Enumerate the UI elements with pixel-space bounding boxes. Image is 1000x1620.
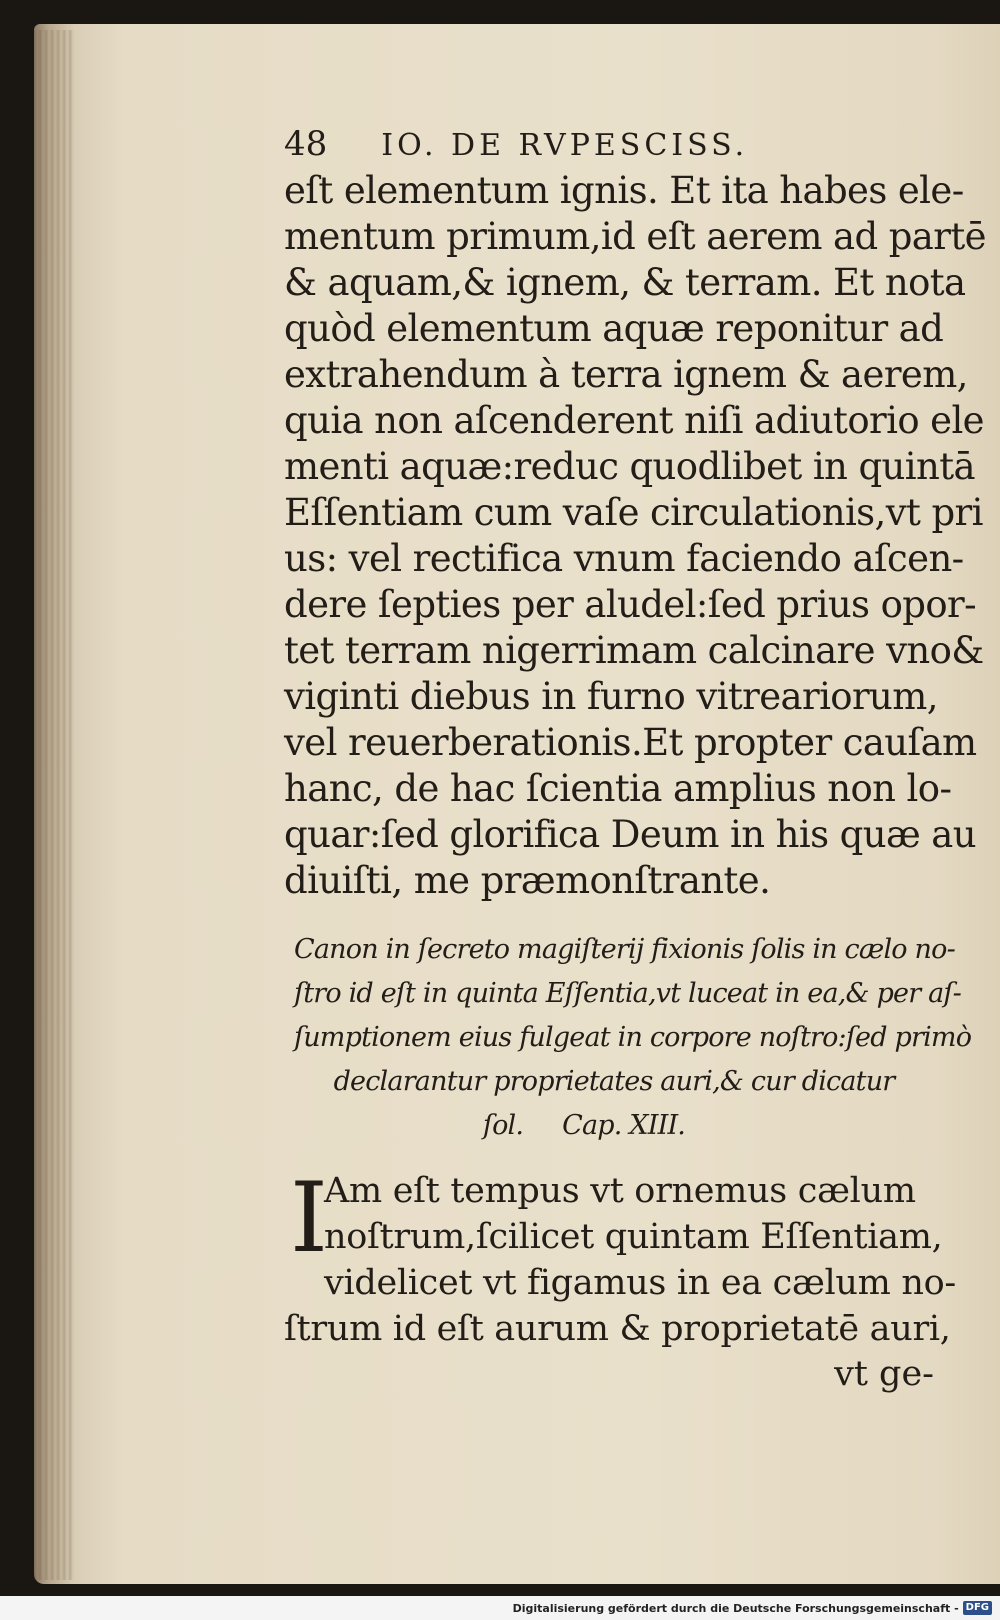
text-line: extrahendum à terra ignem & aerem, bbox=[284, 353, 968, 396]
text-line: vel reuerberationis.Et propter cauſam bbox=[284, 721, 977, 764]
footer-bar bbox=[0, 1596, 1000, 1620]
text-line: quar:ſed glorifica Deum in his quæ au bbox=[284, 813, 976, 856]
heading-line: ſtro id eſt in quinta Eſſentia,vt luceat in ea,& per aſ- bbox=[294, 978, 961, 1009]
text-line: noſtrum,ſcilicet quintam Eſſentiam, bbox=[324, 1217, 943, 1257]
text-line: dere ſepties per aludel:ſed prius opor- bbox=[284, 583, 977, 626]
text-line: hanc, de hac ſcientia amplius non lo- bbox=[284, 767, 952, 810]
page-text bbox=[284, 124, 986, 1396]
heading-line: ſumptionem eius fulgeat in corpore noſtro:ſed primò bbox=[294, 1022, 972, 1053]
heading-line: declarantur proprietates auri,& cur dicatur bbox=[333, 1066, 895, 1097]
text-line: us: vel rectifica vnum faciendo aſcen- bbox=[284, 537, 964, 580]
heading-line: Canon in ſecreto magiſterij fixionis ſolis in cælo no- bbox=[294, 934, 955, 965]
text-line: tet terram nigerrimam calcinare vno& bbox=[284, 629, 984, 672]
running-title: IO. DE RVPESCISS. bbox=[381, 128, 749, 163]
dfg-logo: DFG bbox=[963, 1601, 992, 1615]
text-line: viginti diebus in furno vitreariorum, bbox=[284, 675, 938, 718]
text-line: Am eſt tempus vt ornemus cælum bbox=[324, 1171, 916, 1211]
text-line: eſt elementum ignis. Et ita habes ele- bbox=[284, 169, 964, 212]
text-line: & aquam,& ignem, & terram. Et nota bbox=[284, 261, 966, 304]
page-number: 48 bbox=[284, 124, 328, 164]
chapter-text bbox=[284, 1162, 964, 1396]
chapter-number: ſol. Cap. XIII. bbox=[482, 1110, 686, 1141]
text-line: diuiſti, me præmonſtrante. bbox=[284, 859, 771, 902]
text-line: ſtrum id eſt aurum & proprietatē auri, bbox=[284, 1309, 951, 1349]
initial-letter: I bbox=[290, 1162, 328, 1274]
catchword: vt ge- bbox=[834, 1354, 934, 1394]
text-line: videlicet vt figamus in ea cælum no- bbox=[324, 1263, 956, 1303]
running-header bbox=[284, 124, 964, 168]
text-line: mentum primum,id eſt aerem ad partē bbox=[284, 215, 986, 258]
funding-credit: Digitalisierung gefördert durch die Deutsche Forschungsgemeinschaft - bbox=[512, 1601, 959, 1615]
text-line: Eſſentiam cum vaſe circulationis,vt pri bbox=[284, 491, 983, 534]
text-line: quòd elementum aquæ reponitur ad bbox=[284, 307, 944, 350]
text-line: quia non aſcenderent niſi adiutorio ele bbox=[284, 399, 984, 442]
chapter-heading bbox=[294, 928, 972, 1148]
body-text bbox=[284, 168, 986, 904]
text-line: menti aquæ:reduc quodlibet in quintā bbox=[284, 445, 975, 488]
